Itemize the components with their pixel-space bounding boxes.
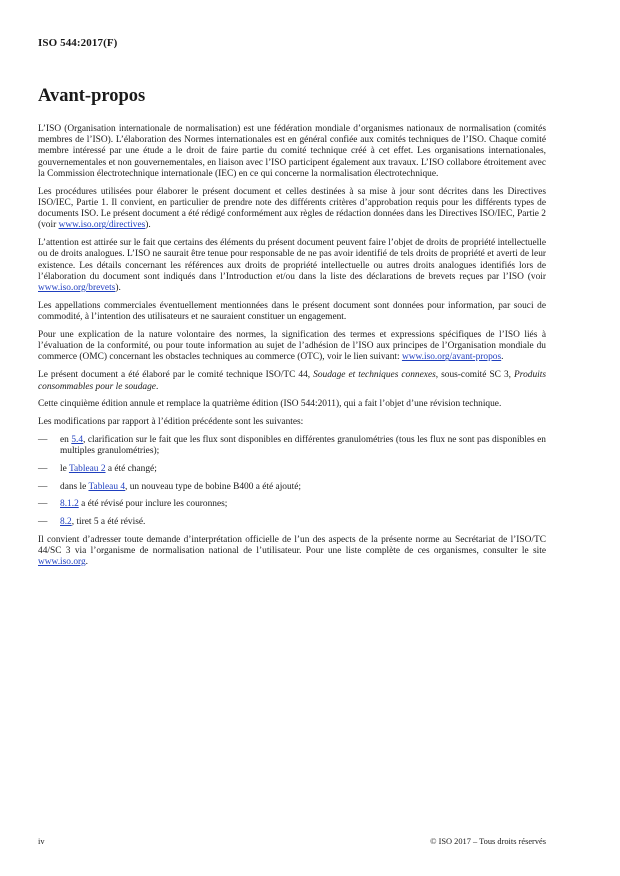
paragraph-interpretation [38,535,546,569]
list-item-text: , tiret 5 a été révisé. [71,516,146,527]
dash-marker: — [38,516,48,527]
section-title: Avant-propos [38,86,146,106]
paragraph-iso-organisation: L’ISO (Organisation internationale de normalisation) est une fédération mondiale d’organismes nationaux de normalisation (comités membres de l’ISO). L’élaboration des Normes internationales est en général confiée aux comités techniques de l’ISO. Chaque comité membre intéressé par une étude a le droit de faire partie du comité technique créé à cet effet. Les organisations internationales, gouvernementales et non gouvernementales, en liaison avec l’ISO participent également aux travaux. L’ISO collabore étroitement avec la Commission électrotechnique internationale (IEC) en ce qui concerne la normalisation électrotechnique. [38,124,546,179]
paragraph-edition: Cette cinquième édition annule et remplace la quatrième édition (ISO 544:2011), qui a fait l’objet d’une révision technique. [38,399,502,410]
dash-marker: — [38,435,48,446]
paragraph-text-end: ). [145,220,151,231]
paragraph-text: Les procédures utilisées pour élaborer le présent document et celles destinées à sa mise à jour sont décrites dans les Directives ISO/IEC, Partie 1. Il convient, en particulier de prendre note des différents critères d’approbation requis pour les différents types de documents ISO. Le présent document a été rédigé conformément aux règles de rédaction données dans les Directives ISO/IEC, Partie 2 (voir [38,186,546,231]
subcommittee-title: Produits consommables pour le soudage [38,370,546,392]
list-item-pre: en [60,435,72,446]
paragraph-patents [38,238,546,294]
paragraph-procedures [38,187,546,232]
paragraph-text: Pour une explication de la nature volontaire des normes, la signification des termes et expressions spécifiques de l’ISO liés à l’évaluation de la conformité, ou pour toute information au sujet de l’adhésion de l’ISO aux principes de l’Organisation mondiale du commerce (OMC) concernant les obstacles techniques au commerce (OTC), voir le lien suivant: [38,330,546,363]
list-item [38,464,546,475]
link-avant-propos[interactable]: www.iso.org/avant-propos [401,352,502,363]
document-identifier: ISO 544:2017(F) [38,37,118,49]
paragraph-committee [38,370,546,392]
paragraph-changes-intro: Les modifications par rapport à l’édition précédente sont les suivantes: [38,417,304,428]
paragraph-trade-names: Les appellations commerciales éventuellement mentionnées dans le présent document sont données pour information, par souci de commodité, à l’intention des utilisateurs et ne sauraient constituer un engagement. [38,300,546,323]
list-item [38,499,546,510]
page [38,0,546,876]
dash-marker: — [38,463,48,474]
link-tableau-2[interactable]: Tableau 2 [68,463,106,474]
foreword-body [38,124,546,575]
paragraph-text: L’attention est attirée sur le fait que certains des éléments du présent document peuvent faire l’objet de droits de propriété intellectuelle ou de droits analogues. L’ISO ne saurait être tenue pour responsable de ne pas avoir identifié de tels droits de propriété et averti de leur existence. Les détails concernant les références aux droits de propriété intellectuelle ou autres droits analogues identifiés lors de l’élaboration du document sont indiqués dans l’Introduction et/ou dans la liste des déclarations de brevets reçues par l’ISO (voir [38,238,546,282]
list-item-text: , clarification sur le fait que les flux sont disponibles en différentes granulométries (tous les flux ne sont pas disponibles en multiples granulométries); [60,435,546,457]
list-item [38,435,546,457]
link-iso-org[interactable]: www.iso.org [38,557,86,568]
copyright-notice: © ISO 2017 – Tous droits réservés [430,837,546,846]
dash-marker: — [38,499,48,510]
paragraph-text-end: . [155,381,159,392]
list-item [38,517,546,528]
link-directives[interactable]: www.iso.org/directives [58,220,146,231]
paragraph-voluntary-nature [38,330,546,364]
paragraph-text-mid: , sous-comité SC 3, [435,370,515,381]
list-item-text: , un nouveau type de bobine B400 a été ajouté; [125,481,302,492]
list-item-pre: dans le [60,481,89,492]
page-number: iv [38,837,45,846]
paragraph-text-end: ). [115,283,121,294]
link-clause-5-4[interactable]: 5.4 [71,435,84,446]
dash-marker: — [38,481,48,492]
link-tableau-4[interactable]: Tableau 4 [88,481,126,492]
paragraph-text: Le présent document a été élaboré par le comité technique ISO/TC 44, [38,370,314,381]
link-clause-8-2[interactable]: 8.2 [60,516,72,527]
changes-list [38,435,546,528]
list-item [38,482,546,493]
list-item-text: a été changé; [105,463,157,474]
list-item-text: a été révisé pour inclure les couronnes; [78,499,228,510]
link-brevets[interactable]: www.iso.org/brevets [38,283,116,294]
paragraph-text-end: . [85,557,89,568]
committee-title: Soudage et techniques connexes [313,370,436,381]
link-clause-8-1-2[interactable]: 8.1.2 [60,499,79,510]
list-item-pre: le [60,463,69,474]
paragraph-text-end: . [501,352,504,363]
paragraph-text: Il convient d’adresser toute demande d’interprétation officielle de l’un des aspects de la présente norme au Secrétariat de l’ISO/TC 44/SC 3 via l’organisme de normalisation national de l’utilisateur. Pour une liste complète de ces organismes, consulter le site [38,534,546,556]
